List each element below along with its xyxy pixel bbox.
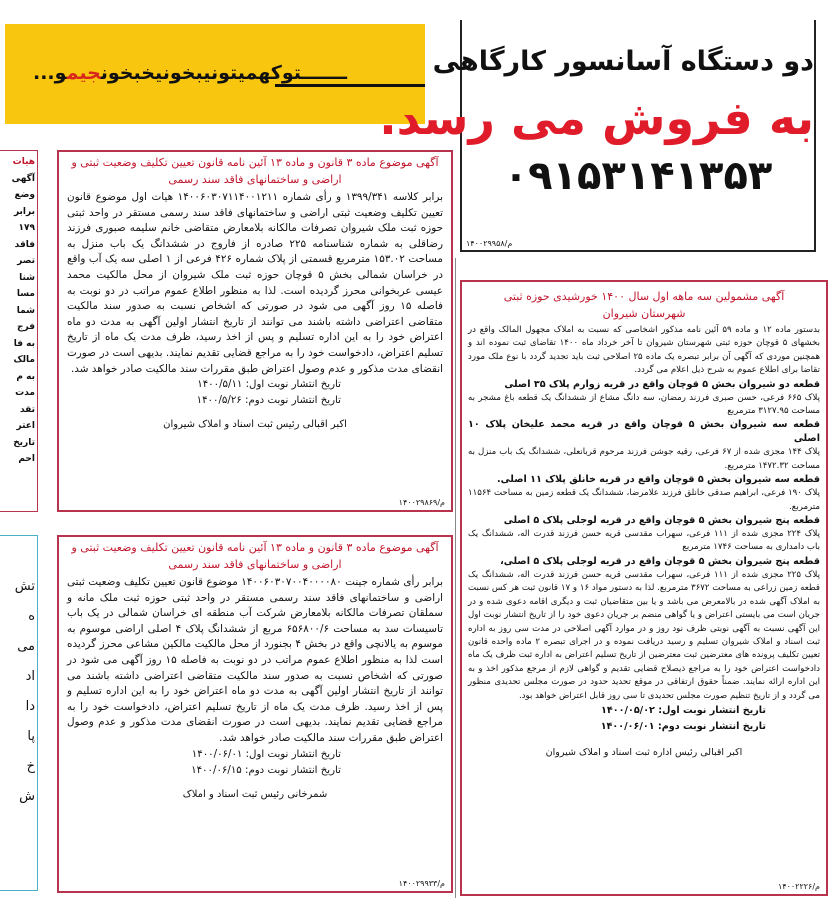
cut-off-text-fragment: خ: [26, 759, 35, 774]
cut-off-text-fragment: ۱۷۹: [18, 223, 35, 233]
cut-off-text-fragment: مدت: [15, 388, 35, 398]
parcel-heading: قطعه پنج شیروان بخش ۵ قوچان واقع در قریه لوجلی پلاک ۵ اصلی،: [500, 555, 820, 567]
publish-date-first: تاریخ انتشار نوبت اول: ۱۴۰۰/۰۶/۰۱: [191, 748, 341, 760]
cut-off-text-fragment: پا: [27, 729, 35, 744]
notice-title: آگهی موضوع ماده ۳ قانون و ماده ۱۳ آئین نامه قانون تعیین تکلیف وضعیت ثبتی و اراضی و ساختمانهای فاقد سند رسمی: [71, 541, 439, 571]
notice-title: آگهی مشمولین سه ماهه اول سال ۱۴۰۰ خورشیدی حوزه ثبتی شهرستان شیروان: [503, 290, 785, 320]
parcel-details: پلاک ۱۹۰ فرعی، ابراهیم صدقی خانلق فرزند علامرضا، ششدانگ یک قطعه زمین به مساحت ۱۱۵۶۴ مترمربع.: [468, 488, 821, 512]
elevator-ad-phone: ۰۹۱۵۳۱۴۱۳۵۳: [503, 153, 773, 199]
cut-off-text-fragment: احم: [18, 454, 35, 464]
cut-off-text-fragment: شما: [16, 305, 35, 316]
yellow-banner-ad: [5, 24, 425, 124]
notice-body: [462, 324, 826, 703]
notice-title: آگهی موضوع ماده ۳ قانون و ماده ۱۳ آئین نامه قانون تعیین تکلیف وضعیت ثبتی و اراضی و ساختمانهای فاقد سند رسمی: [71, 156, 439, 186]
notice-signature: شمرخانی رئیس ثبت اسناد و املاک: [182, 788, 328, 800]
publish-date-second: تاریخ انتشار نوبت دوم: ۱۴۰۰/۰۶/۱۵: [191, 764, 341, 776]
parcel-heading: قطعه دو شیروان بخش ۵ قوچان واقع در قریه زوارم پلاک ۳۵ اصلی: [504, 378, 820, 390]
cut-off-column-top: [0, 150, 38, 512]
banner-slogan: [33, 62, 347, 84]
ad-code: م/۱۴۰۰۲۹۸۶۹: [398, 498, 445, 507]
cut-off-text-fragment: به فا: [13, 338, 35, 349]
cut-off-text-fragment: به م: [16, 371, 35, 382]
parcel-details: پلاک ۲۲۵ مجزی شده از ۱۱۱ فرعی، سهراب مقدسی قریه حسن فرزند قدرت اله، ششدانگ یک قطعه زمین زراعی به مساحت ۳۶۷۲ مترمربع. لذا به دستور مواد ۱۶ و ۱۷ قانون ثبت هر کس نسبت به املاک آگهی شده در بالامعرض می باشد و یا بین متقاضیان ثبت و دیگری اقامه دعوی شده و در جریان است می بایستی اعتراض و یا گواهی منضم بر جریان دعوی خود را از تاریخ انتشار نوبت اول این آگهی نسبت به آگهی نوبتی ظرف نود روز و در موارد آگهی اصلاحی در مدت سی روز به اداره ثبت اسناد و املاک شیروان تسلیم و رسید دریافت نموده و در اجرای تبصره ۲ ماده واحده قانون تعیین تکلیف پرونده های معترضین ثبت معترضین از تاریخ تسلیم اعتراض به اداره ثبت ظرف یک ماه دادخواست اعتراض خود را به مراجع ذیصلاح قضایی تقدیم و گواهی لازم از مرجع مذکور اخذ و به این اداره ارائه نمایند. ضمناً حقوق ارتفاقی در موقع تحدید حدود در صورت مجلس تحدیدی منظور می گردد و از تاریخ تنظیم صورت مجلس تحدیدی تا سی روز قابل اعتراض خواهد بود.: [468, 569, 820, 701]
cut-off-text-fragment: دا: [25, 699, 35, 714]
slogan-suffix: و...: [33, 62, 67, 84]
parcel-heading: قطعه سه شیروان بخش ۵ قوچان واقع در قریه محمد علیخان پلاک ۱۰ اصلی: [468, 419, 820, 445]
land-registry-notice-1: [57, 150, 453, 512]
cut-off-text-fragment: تاریخ: [13, 437, 35, 448]
slogan-text: ـــــــتوکهمیتونیبخونیخبخون: [100, 62, 347, 84]
notice-signature: اکبر اقبالی رئیس ثبت اسناد و املاک شیروان: [163, 419, 347, 431]
ad-code: م/۱۴۰۰۲۲۲۶: [777, 882, 820, 891]
elevator-sale-ad: [379, 20, 816, 252]
cut-off-text-fragment: وضع: [14, 190, 35, 200]
ad-code: م/۱۴۰۰۲۹۹۵۸: [466, 239, 513, 248]
cut-off-text-fragment: فاقد: [14, 239, 35, 250]
cut-off-text-fragment: برابر: [13, 206, 35, 217]
notice-body: برابر کلاسه ۱۳۹۹/۳۴۱ و رأی شماره ۱۴۰۰۶۰۳۰۷۱۱۴۰۰۱۲۱۱ هیات اول موضوع قانون تعیین تکلیف وضعیت ثبتی اراضی و ساختمانهای فاقد سند رسمی مستقر در واحد ثبتی حوزه ثبت ملک شیروان تصرفات مالکانه بلامعارض متقاضی خانم سلیمه صبوری فرزند رضاقلی به شماره شناسنامه ۲۲۵ صادره از فاروج در ششدانگ یک باب منزل به مساحت ۱۵۳.۰۲ مترمربع قسمتی از پلاک شماره ۴۲۶ فرعی از ۱ اصلی سه یک آب واقع در خراسان شمالی بخش ۵ قوچان حوزه ثبت ملک شیروان از محل مالکیت محمد عیسی عربخوانی محرز گردیده است. لذا به منظور اطلاع عموم مراتب در دو نوبت به فاصله ۱۵ روز آگهی می شود در صورتی که اشخاص نسبت به صدور سند مالکیت متقاضی اعتراضی داشته باشند می توانند از تاریخ انتشار اولین آگهی به مدت دو ماه اعتراض خود را به این اداره تسلیم و پس از اخذ رسید، ظرف مدت یک ماه از تاریخ تسلیم اعتراض، دادخواست خود را به مراجع قضایی تقدیم نمایند. بدیهی است در صورت انقضای مدت مذکور و عدم وصول اعتراض طبق مقررات سند مالکیت صادر خواهد شد.: [67, 191, 444, 375]
cut-off-text-fragment: تقد: [19, 404, 35, 415]
cut-off-text-fragment: اعتر: [16, 421, 35, 431]
notice-body: برابر رأی شماره جینت ۱۴۰۰۶۰۳۰۷۰۰۴۰۰۰۰۸۰ موضوع قانون تعیین تکلیف وضعیت ثبتی اراضی و ساختمانهای فاقد سند رسمی مستقر در واحد ثبتی حوزه ثبت ملک مانه و سملقان تصرفات مالکانه بلامعارض شرکت آب منطقه ای خراسان شمالی در یک باب تاسیسات سد به مساحت ۶۵۶۸۰۰/۶ مربع از ششدانگ پلاک ۴ اصلی اراضی موسوم به موسوم به یالانچی واقع در بخش ۴ بجنورد از محل مالکیت مالکین مشاعی محرز گردیده است لذا به منظور اطلاع عموم مراتب در دو نوبت به فاصله ۱۵ روز آگهی می شود در صورتی که اشخاص نسبت به صدور سند مالکیت متقاضی اعتراضی داشته باشند می توانند از تاریخ انتشار اولین آگهی به مدت دو ماه اعتراض خود را به این اداره تسلیم و پس از اخذ رسید. ظرف مدت یک ماه از تاریخ تسلیم اعتراض، دادخواست خود را به مراجع قضایی تقدیم نمایند. بدیهی است در صورت انقضای مدت مذکور و عدم وصول اعتراض طبق مقررات سند مالکیت صادر خواهد شد.: [67, 576, 444, 744]
slogan-highlight: جیم: [66, 62, 101, 84]
parcel-entries: [468, 378, 820, 703]
cut-off-text-fragment: ه: [28, 609, 35, 624]
cut-off-text-fragment: مالک: [13, 355, 35, 365]
cut-off-text-fragment: فرج: [17, 322, 35, 332]
cut-off-text-fragment: مسا: [16, 289, 35, 299]
publish-date-second: تاریخ انتشار نوبت دوم: ۱۴۰۰/۰۶/۰۱: [600, 720, 766, 732]
notice-intro: بدستور ماده ۱۲ و ماده ۵۹ آئین نامه مذکور اشخاصی که نسبت به املاک مجهول المالک واقع در بخشهای ۵ قوچان حوزه ثبتی شهرستان شیروان تا آخر خرداد ماه ۱۴۰۰ تقاضای ثبت نموده اند و همچنین موردی که آگهی آن برابر تبصره یک ماده ۲۵ اصلاحی ثبت باید تجدید گردد با نوع ملک مورد تقاضا برای اطلاع عموم به شرح ذیل اعلام می گردد.: [468, 325, 820, 376]
cut-off-text-fragment: می: [17, 639, 35, 654]
column-divider: [455, 258, 456, 898]
elevator-ad-headline: دو دستگاه آسانسور کارگاهی: [432, 46, 814, 77]
cut-off-text-fragment: ش: [19, 789, 35, 804]
publish-date-second: تاریخ انتشار نوبت دوم: ۱۴۰۰/۵/۲۶: [196, 395, 341, 407]
cut-off-text-fragment: آگهی: [11, 173, 35, 184]
notice-signature: اکبر اقبالی رئیس اداره ثبت اسناد و املاک شیروان: [545, 746, 743, 758]
ad-code: م/۱۴۰۰۲۹۹۳۳: [398, 879, 445, 888]
shirvan-registry-notice: [460, 280, 828, 896]
cut-off-text-fragment: هیات: [12, 157, 35, 167]
publish-date-first: تاریخ انتشار نوبت اول: ۱۴۰۰/۵/۱۱: [197, 379, 341, 391]
cut-off-column-bottom: [0, 535, 38, 891]
parcel-details: پلاک ۶۶۵ فرعی، حسن صبری فرزند رمضان، سه دانگ مشاع از ششدانگ یک قطعه باغ مشجر به مساحت ۳۱۲۷.۹۵ مترمربع: [468, 392, 820, 417]
cut-off-text-fragment: تصر: [17, 256, 35, 266]
parcel-heading: قطعه سه شیروان بخش ۵ قوچان واقع در قریه خانلق پلاک ۱۱ اصلی.: [496, 474, 820, 486]
parcel-details: پلاک ۲۲۴ مجزی شده از ۱۱۱ فرعی، سهراب مقدسی قریه حسن فرزند قدرت اله، ششدانگ یک باب دامداری به مساحت ۱۷۴۶ مترمربع: [468, 529, 820, 553]
elevator-ad-for-sale: به فروش می رسد.: [379, 91, 814, 145]
cut-off-text-fragment: شنا: [19, 272, 35, 283]
parcel-heading: قطعه پنج شیروان بخش ۵ قوچان واقع در قریه لوجلی پلاک ۵ اصلی: [503, 515, 820, 527]
parcel-details: پلاک ۱۴۴ مجزی شده از ۶۷ فرعی، رقیه جوشن فرزند مرحوم قربانعلی، ششدانگ یک باب منزل به مساحت ۱۴۷۲.۳۲ مترمربع.: [468, 447, 820, 471]
cut-off-text-fragment: تش: [14, 579, 35, 594]
land-registry-notice-2: [57, 535, 453, 893]
publish-date-first: تاریخ انتشار نوبت اول: ۱۴۰۰/۰۵/۰۲: [601, 704, 766, 716]
cut-off-text-fragment: اد: [25, 669, 35, 684]
